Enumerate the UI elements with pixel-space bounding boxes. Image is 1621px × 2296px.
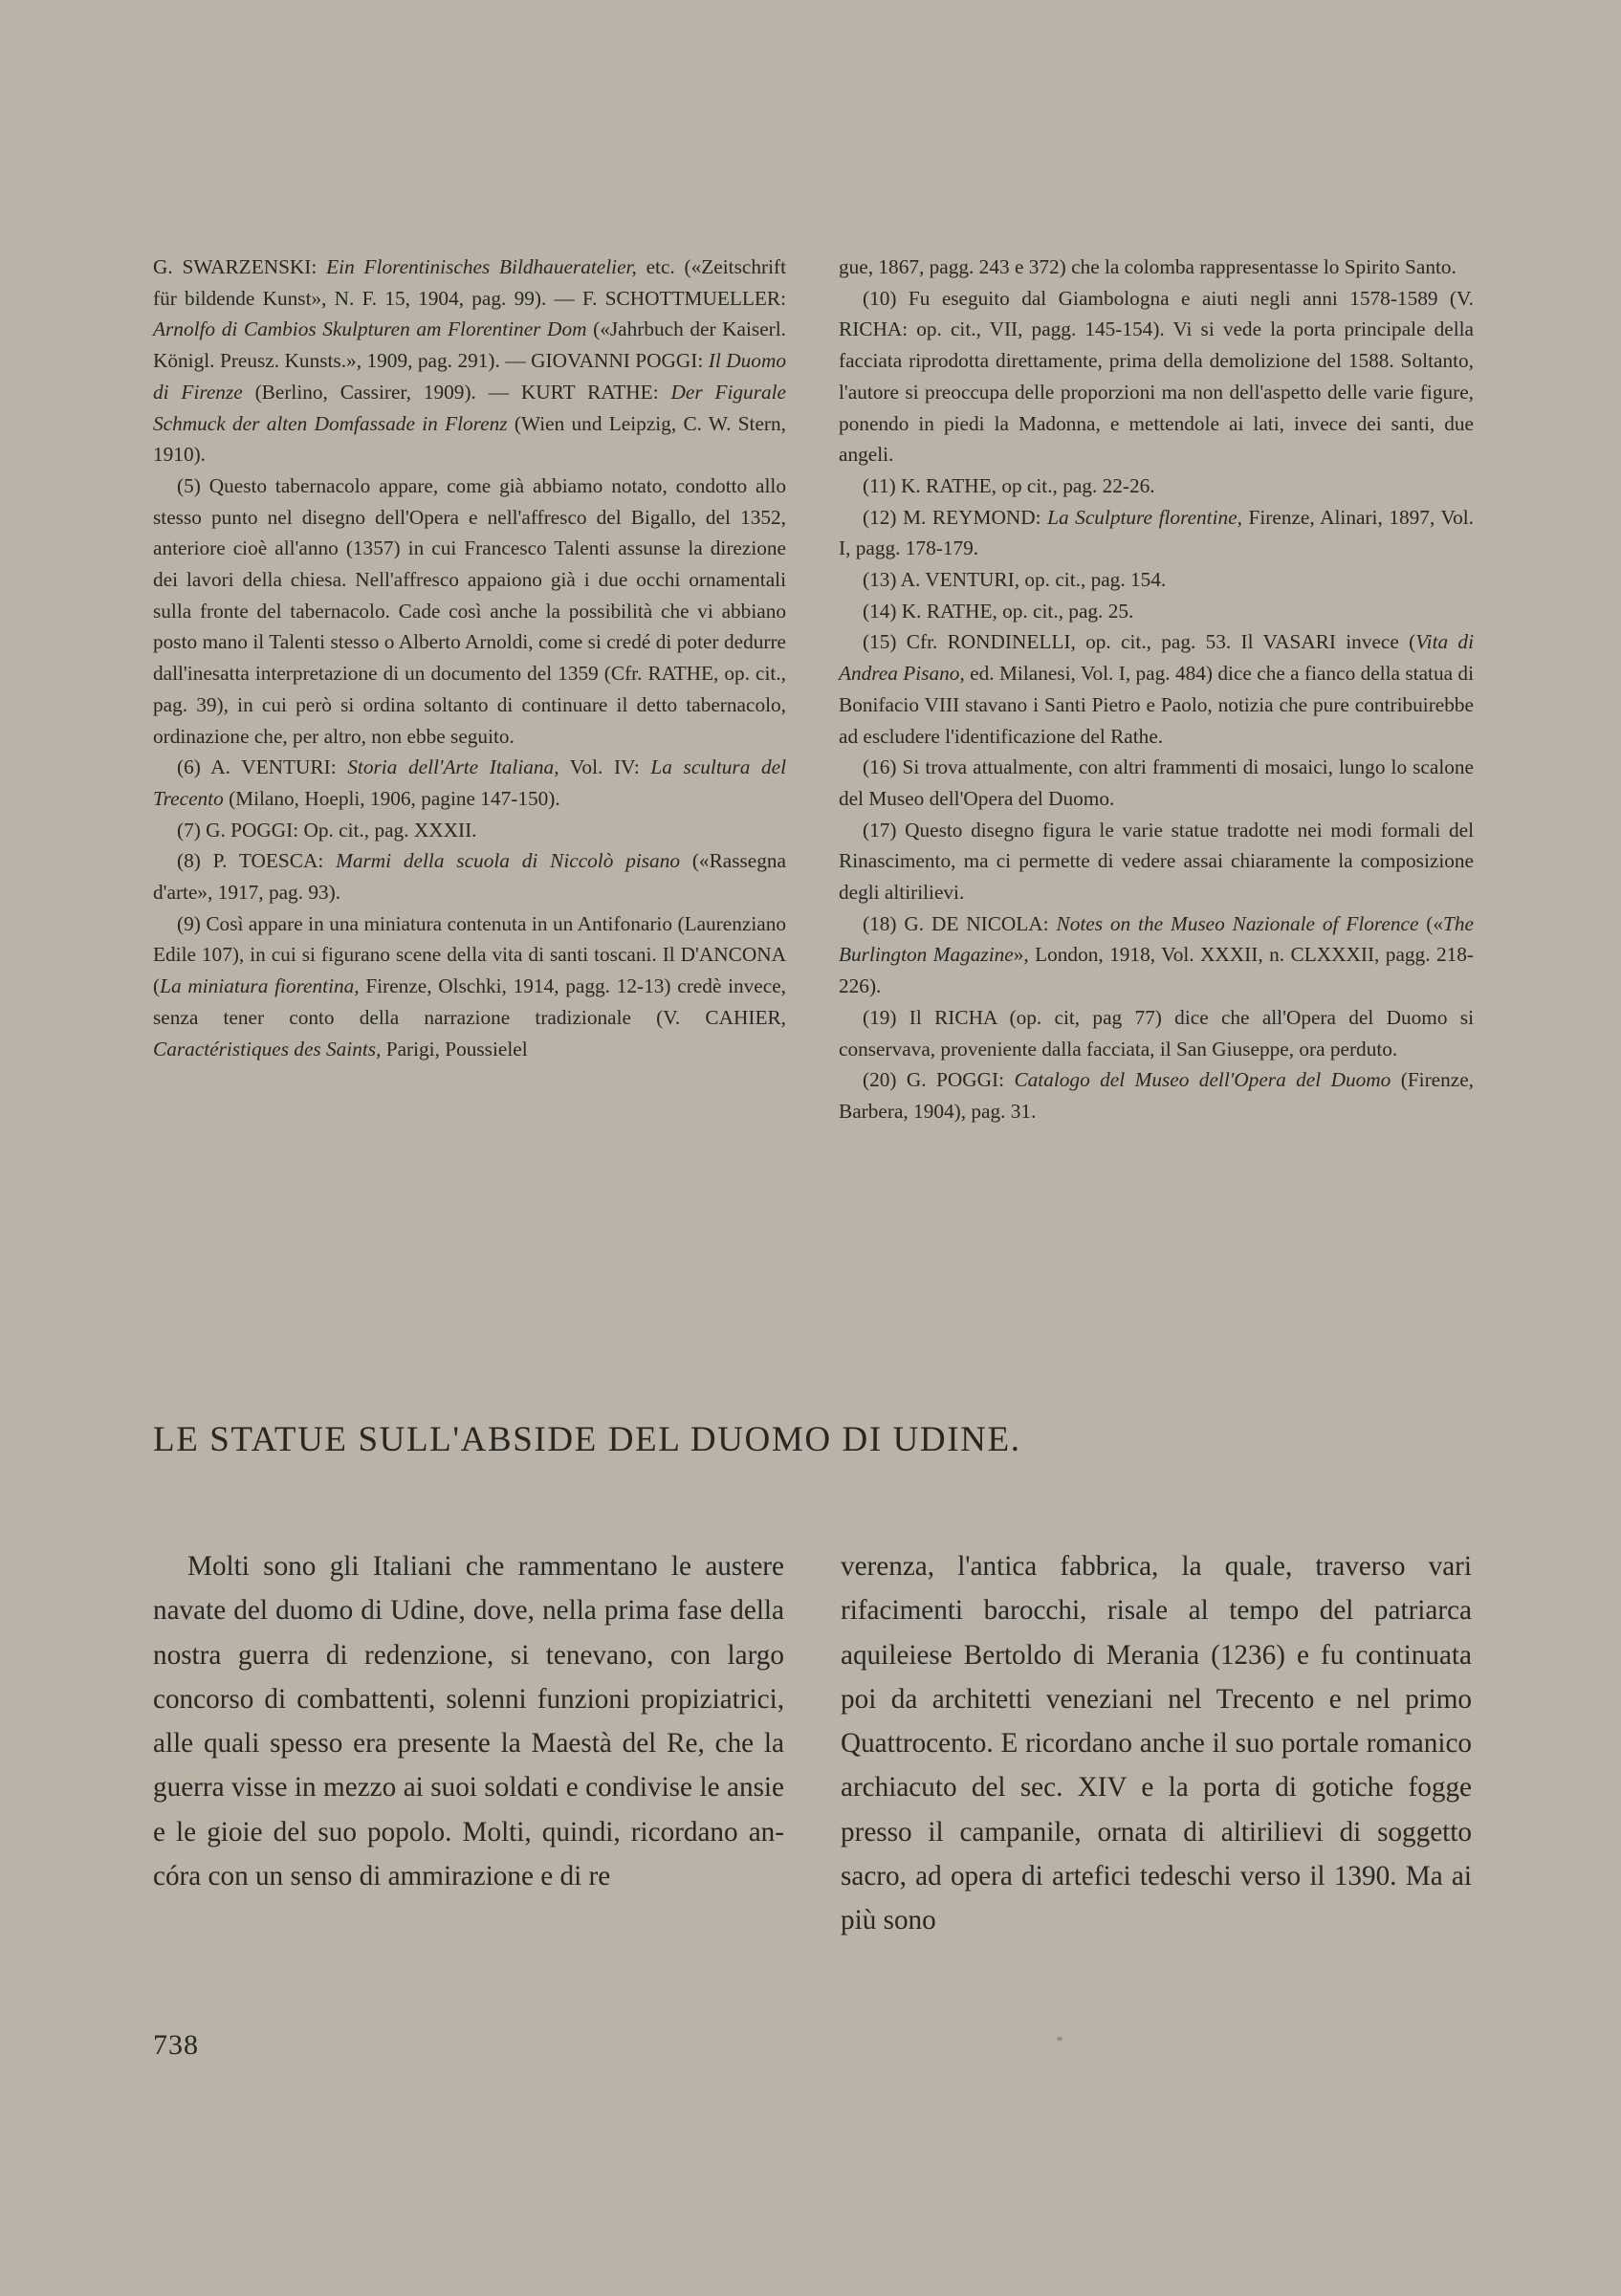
- body-text-right-column: [841, 1544, 1472, 1943]
- footnote-18: (18) G. DE NICOLA: Notes on the Museo Nazionale of Florence («The Burlington Magazine», London, 1918, Vol. XXXII, n. CLXXXII, pagg. 218-226).: [839, 911, 1474, 998]
- footnote-12: (12) M. REYMOND: La Sculpture florentine, Firenze, Alinari, 1897, Vol. I, pagg. 178-179.: [839, 505, 1474, 560]
- footnote-7: (7) G. POGGI: Op. cit., pag. XXXII.: [177, 818, 477, 842]
- footnote-10: (10) Fu eseguito dal Giambologna e aiuti negli anni 1578-1589 (V. RICHA: op. cit., VII, pagg. 145-154). Vi si vede la porta principale della facciata riprodotta direttamente, prima della demolizione del 1588. Soltanto, l'autore si preoccupa delle proporzioni ma non dell'aspetto delle varie figure, ponendo in piedi la Madonna, e mettendole ai lati, invece dei santi, due angeli.: [839, 286, 1474, 467]
- footnotes-left-column: [153, 251, 786, 1064]
- footnote-19: (19) Il RICHA (op. cit, pag 77) dice che all'Opera del Duomo si conservava, proveniente dalla facciata, il San Giuseppe, ora perduto.: [839, 1005, 1474, 1061]
- page-number: 738: [153, 2029, 199, 2061]
- footnote-20: (20) G. POGGI: Catalogo del Museo dell'Opera del Duomo (Firenze, Barbera, 1904), pag. 31.: [839, 1068, 1474, 1123]
- footnote-4-continued: G. SWARZENSKI: Ein Florentinisches Bildhaueratelier, etc. («Zeitschrift für bildende Kunst», N. F. 15, 1904, pag. 99). — F. SCHOTTMUELLER: Arnolfo di Cambios Skulpturen am Florentiner Dom («Jahrbuch der Kaiserl. Königl. Preusz. Kunsts.», 1909, pag. 291). — GIOVANNI POGGI: Il Duomo di Firenze (Berlino, Cassirer, 1909). — KURT RATHE: Der Figurale Schmuck der alten Domfassade in Florenz (Wien und Leipzig, C. W. Stern, 1910).: [153, 255, 786, 467]
- footnote-16: (16) Si trova attualmente, con altri frammenti di mosaici, lungo lo scalone del Museo dell'Opera del Duomo.: [839, 755, 1474, 810]
- body-paragraph-right: verenza, l'antica fabbrica, la quale, traverso vari rifacimenti barocchi, risale al tempo del patriarca aquileiese Bertoldo di Merania (1236) e fu continuata poi da architetti veneziani nel Trecento e nel primo Quattrocento. E ricordano anche il suo portale romanico archiacuto del sec. XIV e la porta di gotiche fogge presso il campanile, ornata di altirilievi di soggetto sacro, ad opera di artefici tedeschi verso il 1390. Ma ai più sono: [841, 1551, 1472, 1936]
- footnote-15: (15) Cfr. RONDINELLI, op. cit., pag. 53. Il VASARI invece (Vita di Andrea Pisano, ed. Milanesi, Vol. I, pag. 484) dice che a fianco della statua di Bonifacio VIII stavano i Santi Pietro e Paolo, notizia che pure contribuirebbe ad escludere l'identificazione del Rathe.: [839, 630, 1474, 748]
- footnote-17: (17) Questo disegno figura le varie statue tradotte nei modi formali del Rinascimento, ma ci permette di vedere assai chiaramente la composizione degli altirilievi.: [839, 818, 1474, 905]
- footnote-6: (6) A. VENTURI: Storia dell'Arte Italiana, Vol. IV: La scultura del Trecento (Milano, Hoepli, 1906, pagine 147-150).: [153, 755, 787, 810]
- body-paragraph-left: Molti sono gli Italiani che rammentano le austere navate del duomo di Udine, dove, nella prima fase della nostra guerra di redenzione, si tenevano, con largo concorso di combattenti, solenni funzioni propiziatrici, alle quali spesso era presente la Maestà del Re, che la guerra visse in mezzo ai suoi soldati e condivise le ansie e le gioie del suo popolo. Molti, quindi, ricordano ancóra con un senso di ammirazione e di re: [153, 1551, 784, 1892]
- section-heading: LE STATUE SULL'ABSIDE DEL DUOMO DI UDINE.: [153, 1420, 1021, 1459]
- footnote-9-continued: gue, 1867, pagg. 243 e 372) che la colomba rappresentasse lo Spirito Santo.: [839, 255, 1457, 278]
- footnote-9: (9) Così appare in una miniatura contenuta in un Antifonario (Laurenziano Edile 107), in cui si figurano scene della vita di santi toscani. Il D'ANCONA (La miniatura fiorentina, Firenze, Olschki, 1914, pagg. 12-13) credè invece, senza tener conto della narrazione tradizionale (V. CAHIER, Caractéristiques des Saints, Parigi, Poussielel: [153, 911, 786, 1061]
- footnote-14: (14) K. RATHE, op. cit., pag. 25.: [863, 599, 1134, 623]
- footnote-8: (8) P. TOESCA: Marmi della scuola di Niccolò pisano («Rassegna d'arte», 1917, pag. 93).: [153, 849, 787, 905]
- footnote-13: (13) A. VENTURI, op. cit., pag. 154.: [863, 568, 1167, 592]
- footnote-11: (11) K. RATHE, op cit., pag. 22-26.: [863, 473, 1155, 497]
- footnotes-right-column: [839, 251, 1474, 1127]
- body-text-left-column: [153, 1544, 784, 1898]
- paper-speck: [1057, 2037, 1062, 2041]
- footnote-5: (5) Questo tabernacolo appare, come già abbiamo notato, condotto allo stesso punto nel disegno dell'Opera e nell'affresco del Bigallo, del 1352, anteriore cioè all'anno (1357) in cui Francesco Talenti assunse la direzione dei lavori della chiesa. Nell'affresco appaiono già i due occhi ornamentali sulla fronte del tabernacolo. Cade così anche la possibilità che vi abbiano posto mano il Talenti stesso o Alberto Arnoldi, come si credé di poter dedurre dall'inesatta interpretazione di un documento del 1359 (Cfr. RATHE, op. cit., pag. 39), in cui però si ordina soltanto di continuare il detto tabernacolo, ordinazione che, per altro, non ebbe seguito.: [153, 473, 786, 748]
